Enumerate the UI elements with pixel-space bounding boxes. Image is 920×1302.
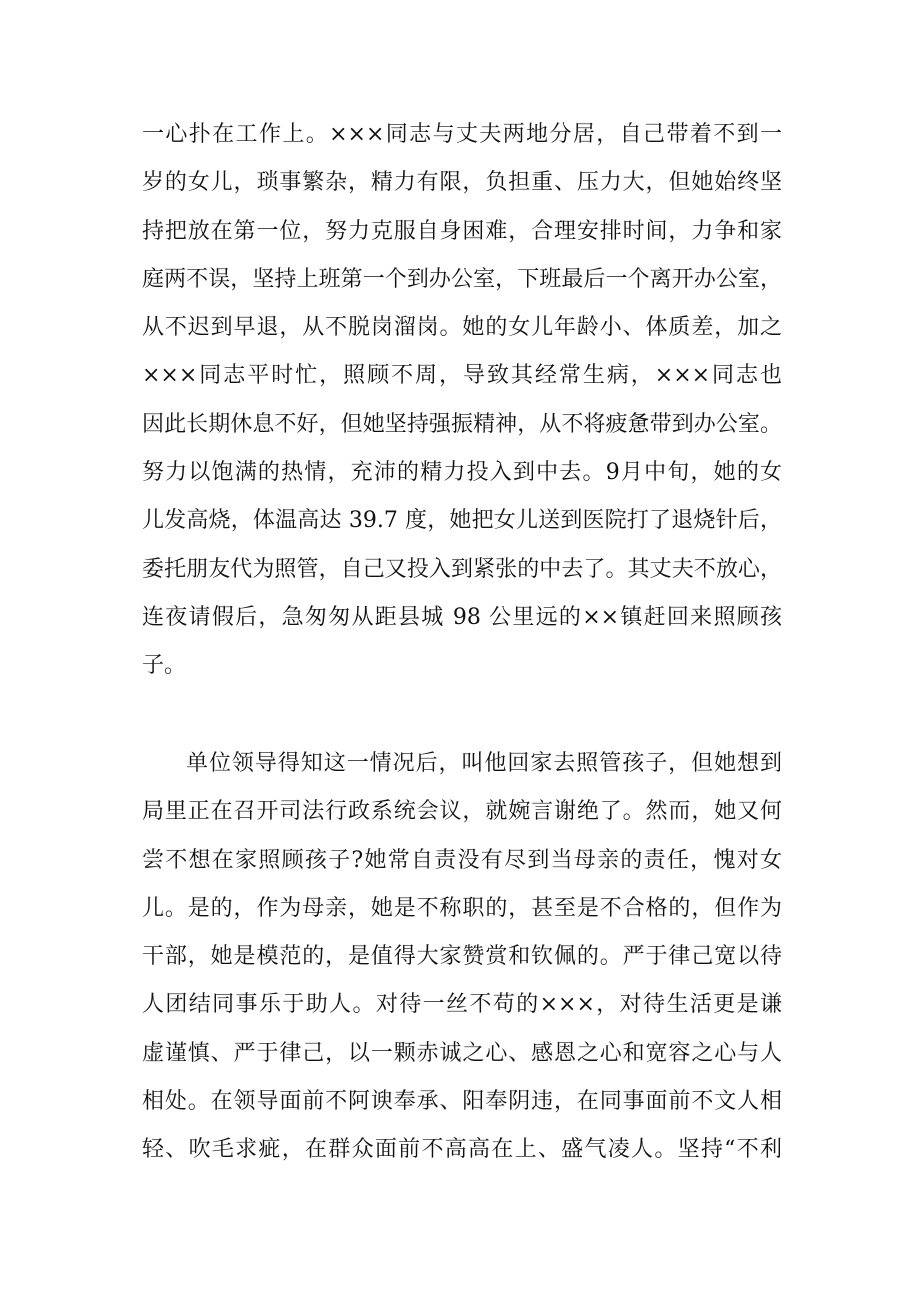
- text-line: 庭两不误，坚持上班第一个到办公室，下班最后一个离开办公室，: [142, 266, 782, 292]
- text-line: 连夜请假后，急匆匆从距县城 98 公里远的××镇赶回来照顾孩: [142, 604, 782, 630]
- text-line: 岁的女儿，琐事繁杂，精力有限，负担重、压力大，但她始终坚: [142, 170, 782, 196]
- text-line: 子。: [142, 653, 187, 679]
- text-line: 局里正在召开司法行政系统会议，就婉言谢绝了。然而，她又何: [142, 799, 782, 825]
- text-line: 从不迟到早退，从不脱岗溜岗。她的女儿年龄小、体质差，加之: [142, 315, 782, 341]
- paragraph-2: [142, 740, 782, 1175]
- text-line: 单位领导得知这一情况后，叫他回家去照管孩子，但她想到: [186, 751, 782, 776]
- text-line: 一心扑在工作上。×××同志与丈夫两地分居，自己带着不到一: [142, 122, 782, 147]
- text-line: 委托朋友代为照管，自己又投入到紧张的中去了。其丈夫不放心，: [142, 556, 782, 582]
- text-line: 人团结同事乐于助人。对待一丝不苟的×××，对待生活更是谦: [142, 992, 782, 1018]
- text-line: 因此长期休息不好，但她坚持强振精神，从不将疲惫带到办公室。: [142, 411, 782, 437]
- text-line: 努力以饱满的热情，充沛的精力投入到中去。9月中旬，她的女: [142, 460, 782, 486]
- text-line: 儿发高烧，体温高达 39.7 度，她把女儿送到医院打了退烧针后，: [142, 508, 782, 534]
- text-line: 干部，她是模范的，是值得大家赞赏和钦佩的。严于律己宽以待: [142, 944, 782, 970]
- text-line: 轻、吹毛求疵，在群众面前不高高在上、盛气凌人。坚持“不利: [142, 1137, 782, 1163]
- text-line: 儿。是的，作为母亲，她是不称职的，甚至是不合格的，但作为: [142, 895, 782, 921]
- text-line: 相处。在领导面前不阿谀奉承、阳奉阴违，在同事面前不文人相: [142, 1089, 782, 1115]
- text-line: 尝不想在家照顾孩子?她常自责没有尽到当母亲的责任，愧对女: [142, 847, 782, 873]
- text-line: ×××同志平时忙，照顾不周，导致其经常生病，×××同志也: [142, 363, 782, 389]
- text-line: 虚谨慎、严于律己，以一颗赤诚之心、感恩之心和宽容之心与人: [142, 1040, 782, 1066]
- paragraph-1: [142, 111, 782, 691]
- text-line: 持把放在第一位，努力克服自身困难，合理安排时间，力争和家: [142, 218, 782, 244]
